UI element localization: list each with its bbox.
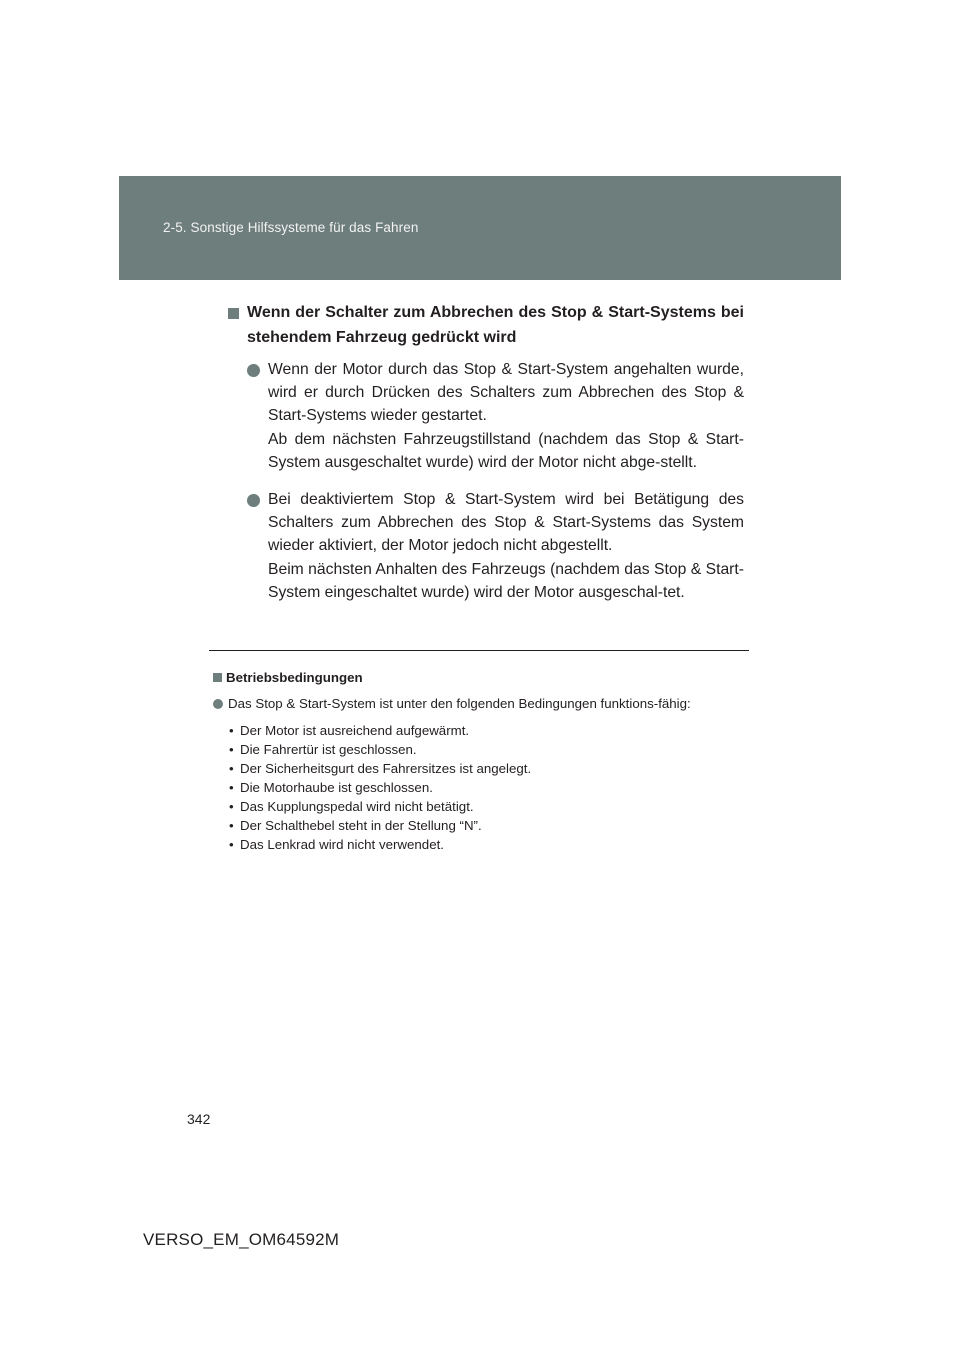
section-header-band [119,176,841,280]
list-item: • Der Sicherheitsgurt des Fahrersitzes ist angelegt. [229,759,743,778]
page-number: 342 [187,1111,211,1127]
note-heading: Betriebsbedingungen [226,670,363,685]
note-section [213,669,743,854]
square-bullet-icon [213,673,222,682]
conditions-list [213,721,743,854]
bullet-paragraph: Wenn der Motor durch das Stop & Start-System angehalten wurde, wird er durch Drücken des Schalters zum Abbrechen des Stop & Start-Systems wieder gestartet. [268,361,744,425]
section-heading: Wenn der Schalter zum Abbrechen des Stop & Start-Systems bei stehendem Fahrzeug gedrückt wird [247,304,744,346]
list-item: • Die Motorhaube ist geschlossen. [229,778,743,797]
note-bullet-text: Das Stop & Start-System ist unter den folgenden Bedingungen funktions-fähig: [228,696,691,711]
list-item: • Der Schalthebel steht in der Stellung “N”. [229,816,743,835]
list-item: • Der Motor ist ausreichend aufgewärmt. [229,721,743,740]
bullet-paragraph: Ab dem nächsten Fahrzeugstillstand (nachdem das Stop & Start-System ausgeschaltet wurde) wird der Motor nicht abge-stellt. [268,430,744,471]
bullet-paragraph: Beim nächsten Anhalten des Fahrzeugs (nachdem das Stop & Start-System eingeschaltet wurde) wird der Motor ausgeschal-tet. [268,560,744,601]
circle-bullet-icon [247,494,260,507]
document-id: VERSO_EM_OM64592M [143,1230,340,1249]
note-heading-row [213,669,743,687]
bullet-item [247,358,744,474]
square-bullet-icon [228,308,239,319]
note-bullet [213,695,743,713]
divider [209,650,749,651]
circle-bullet-icon [213,699,223,709]
list-item: • Die Fahrertür ist geschlossen. [229,740,743,759]
circle-bullet-icon [247,364,260,377]
list-item: • Das Kupplungspedal wird nicht betätigt. [229,797,743,816]
list-item: • Das Lenkrad wird nicht verwendet. [229,835,743,854]
section-title: 2-5. Sonstige Hilfssysteme für das Fahren [163,220,419,235]
bullet-item [247,488,744,604]
heading-row [228,300,744,350]
bullet-paragraph: Bei deaktiviertem Stop & Start-System wird bei Betätigung des Schalters zum Abbrechen des Stop & Start-Systems das System wieder aktiviert, der Motor jedoch nicht abgestellt. [268,491,744,555]
main-content [228,300,744,604]
